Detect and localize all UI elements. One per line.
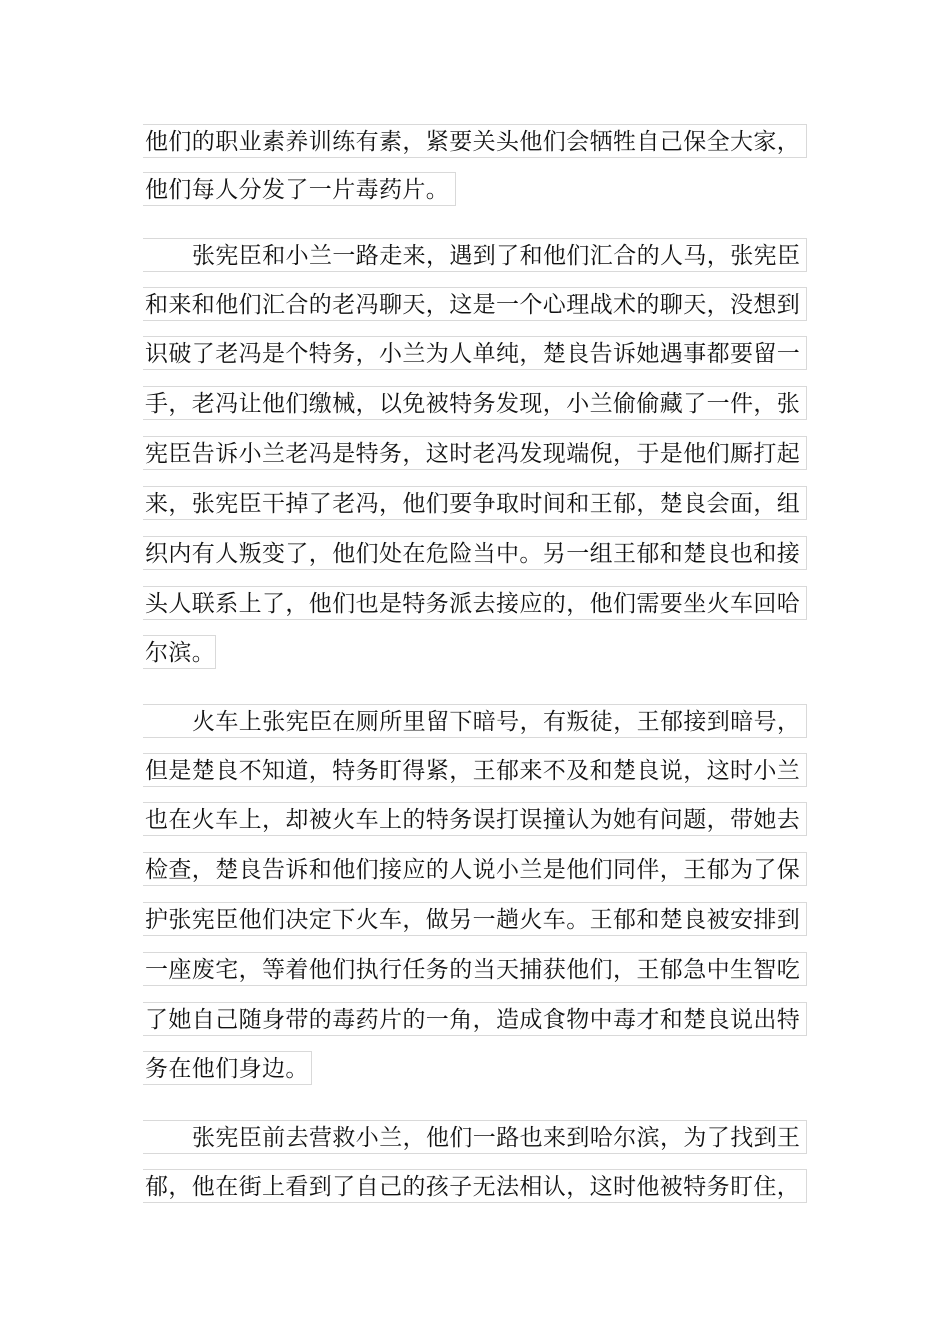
paragraph-4-line-1: 张宪臣前去营救小兰，他们一路也来到哈尔滨，为了找到王 [143, 1120, 807, 1154]
paragraph-3-line-7: 了她自己随身带的毒药片的一角，造成食物中毒才和楚良说出特 [143, 1002, 807, 1036]
paragraph-3-line-4: 检查，楚良告诉和他们接应的人说小兰是他们同伴，王郁为了保 [143, 852, 807, 886]
paragraph-2-line-1: 张宪臣和小兰一路走来，遇到了和他们汇合的人马，张宪臣 [143, 238, 807, 272]
paragraph-2-line-6: 来，张宪臣干掉了老冯，他们要争取时间和王郁，楚良会面，组 [143, 486, 807, 520]
paragraph-2-line-5: 宪臣告诉小兰老冯是特务，这时老冯发现端倪，于是他们厮打起 [143, 436, 807, 470]
paragraph-2-line-9: 尔滨。 [143, 635, 216, 669]
paragraph-2-line-7: 织内有人叛变了，他们处在危险当中。另一组王郁和楚良也和接 [143, 536, 807, 570]
paragraph-1-line-2: 他们每人分发了一片毒药片。 [143, 172, 456, 206]
paragraph-3-line-8: 务在他们身边。 [143, 1051, 312, 1085]
paragraph-1-line-1: 他们的职业素养训练有素，紧要关头他们会牺牲自己保全大家， [143, 124, 807, 158]
paragraph-3-line-3: 也在火车上，却被火车上的特务误打误撞认为她有问题，带她去 [143, 802, 807, 836]
paragraph-2-line-4: 手，老冯让他们缴械，以免被特务发现，小兰偷偷藏了一件，张 [143, 386, 807, 420]
paragraph-4-line-2: 郁，他在街上看到了自己的孩子无法相认，这时他被特务盯住， [143, 1169, 807, 1203]
paragraph-2-line-2: 和来和他们汇合的老冯聊天，这是一个心理战术的聊天，没想到 [143, 287, 807, 321]
paragraph-3-line-1: 火车上张宪臣在厕所里留下暗号，有叛徒，王郁接到暗号， [143, 704, 807, 738]
paragraph-3-line-2: 但是楚良不知道，特务盯得紧，王郁来不及和楚良说，这时小兰 [143, 753, 807, 787]
paragraph-3-line-5: 护张宪臣他们决定下火车，做另一趟火车。王郁和楚良被安排到 [143, 902, 807, 936]
paragraph-2-line-8: 头人联系上了，他们也是特务派去接应的，他们需要坐火车回哈 [143, 586, 807, 620]
paragraph-2-line-3: 识破了老冯是个特务，小兰为人单纯，楚良告诉她遇事都要留一 [143, 336, 807, 370]
paragraph-3-line-6: 一座废宅，等着他们执行任务的当天捕获他们，王郁急中生智吃 [143, 952, 807, 986]
